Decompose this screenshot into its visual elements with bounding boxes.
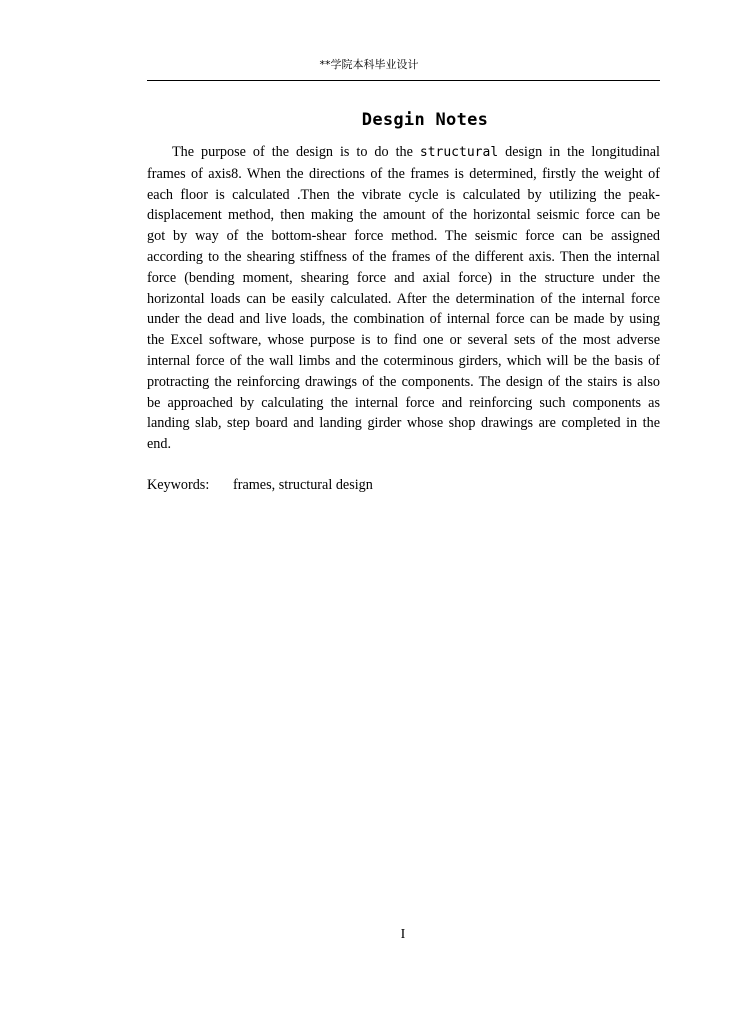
keywords-line xyxy=(147,475,660,496)
keywords-label: Keywords: xyxy=(147,477,210,493)
document-title: Desgin Notes xyxy=(361,110,489,130)
abstract-lead: The purpose of the design is to do the xyxy=(172,144,420,160)
abstract-rest: design in the longitudinal frames of axis8. When the directions of the frames is determined, firstly the weight of each floor is calculated .Then the vibrate cycle is calculated by utilizing the peak-displacement method, then making the amount of the horizontal seismic force can be got by way of the bottom-shear force method. The seismic force can be assigned according to the shearing stiffness of the frames of the different axis. Then the internal force (bending moment, shearing force and axial force) in the structure under the horizontal loads can be easily calculated. After the determination of the internal force under the dead and live loads, the combination of internal force can be made by using the Excel software, whose purpose is to find one or several sets of the most adverse internal force of the wall limbs and the coterminous girders, which will be the basis of protracting the reinforcing drawings of the components. The design of the stairs is also be approached by calculating the internal force and reinforcing such components as landing slab, step board and landing girder whose shop drawings are completed in the end. xyxy=(147,144,660,453)
keywords-value: frames, structural design xyxy=(233,477,373,493)
page-number: I xyxy=(400,927,406,942)
abstract-paragraph xyxy=(147,142,660,455)
header-rule xyxy=(147,80,660,81)
abstract-emphasis: structural xyxy=(419,145,499,160)
page-header: **学院本科毕业设计 xyxy=(319,58,419,71)
